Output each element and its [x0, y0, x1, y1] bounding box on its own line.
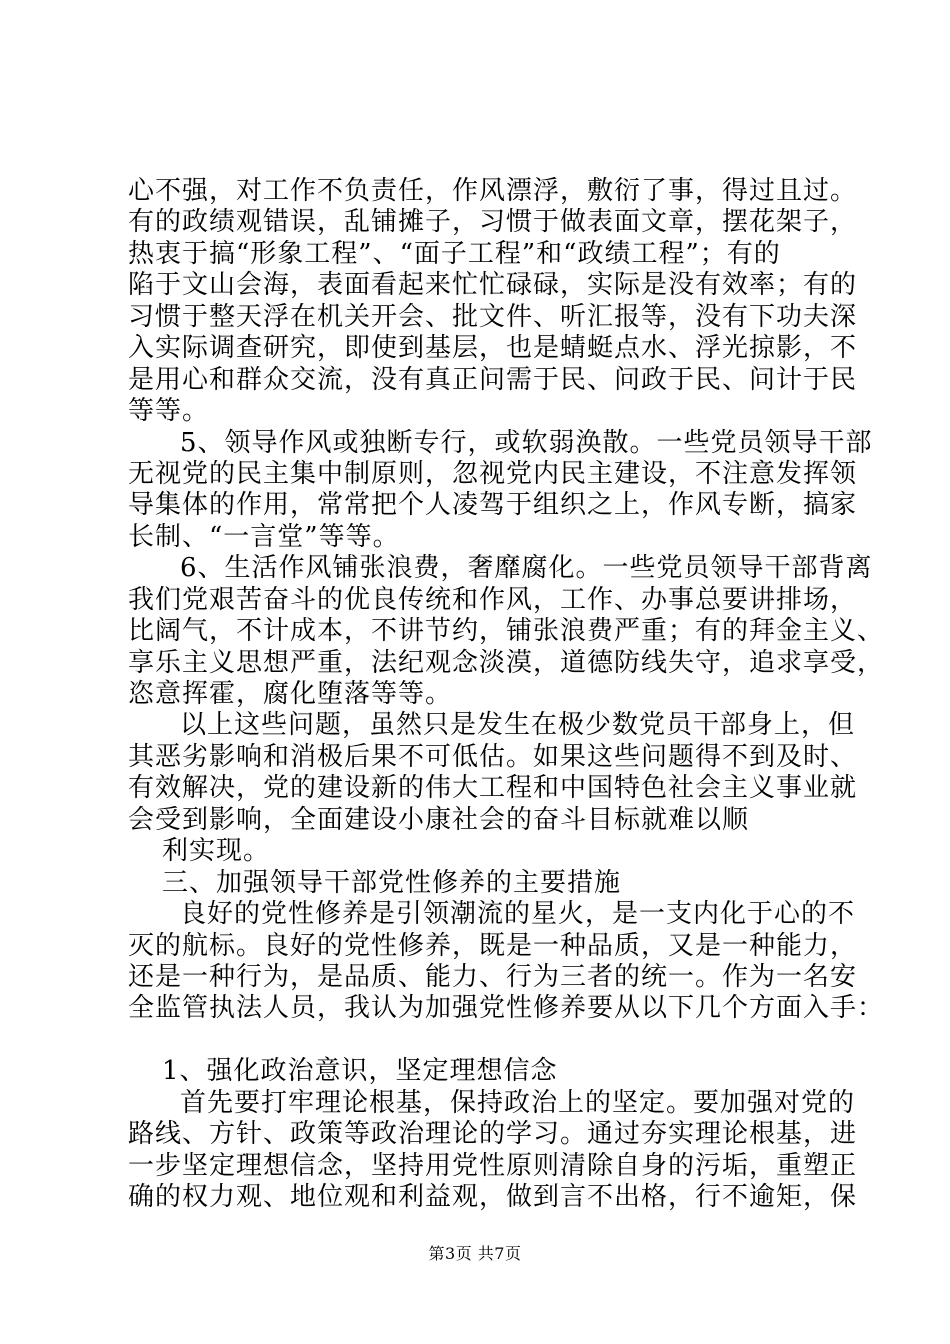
text-line: 路线、方针、政策等政治理论的学习。通过夯实理论根基，进 — [128, 1119, 858, 1149]
text-line: 全监管执法人员，我认为加强党性修养要从以下几个方面入手： — [128, 993, 885, 1023]
text-line: 习惯于整天浮在机关开会、批文件、听汇报等，没有下功夫深 — [128, 302, 858, 332]
text-line: 有效解决，党的建设新的伟大工程和中国特色社会主义事业就 — [128, 773, 858, 803]
text-line: 入实际调查研究，即使到基层，也是蜻蜓点水、浮光掠影，不 — [128, 333, 858, 363]
text-line: 无视党的民主集中制原则，忽视党内民主建设，不注意发挥领 — [128, 459, 858, 489]
text-line: 其恶劣影响和消极后果不可低估。如果这些问题得不到及时、 — [128, 742, 858, 772]
text-line: 热衷于搞“形象工程”、“面子工程”和“政绩工程”；有的 — [128, 239, 781, 269]
text-line: 一步坚定理想信念，坚持用党性原则清除自身的污垢，重塑正 — [128, 1151, 858, 1181]
subsection-heading: 1、强化政治意识，坚定理想信念 — [162, 1056, 558, 1086]
text-line: 我们党艰苦奋斗的优良传统和作风，工作、办事总要讲排场， — [128, 585, 858, 615]
text-line: 灭的航标。良好的党性修养，既是一种品质，又是一种能力， — [128, 931, 858, 961]
text-line: 确的权力观、地位观和利益观，做到言不出格，行不逾矩，保 — [128, 1182, 858, 1212]
text-line: 等等。 — [128, 396, 210, 426]
text-line: 恣意挥霍，腐化堕落等等。 — [128, 679, 453, 709]
text-line: 是用心和群众交流，没有真正问需于民、问政于民、问计于民 — [128, 365, 858, 395]
page-number-footer: 第3页 共7页 — [428, 1244, 522, 1263]
text-line: 长制、“一言堂”等等。 — [128, 522, 400, 552]
paragraph-start-line: 以上这些问题，虽然只是发生在极少数党员干部身上，但 — [180, 710, 856, 740]
text-line: 导集体的作用，常常把个人凌驾于组织之上，作风专断，搞家 — [128, 490, 858, 520]
text-line: 会受到影响，全面建设小康社会的奋斗目标就难以顺 — [128, 805, 750, 835]
paragraph-start-line: 首先要打牢理论根基，保持政治上的坚定。要加强对党的 — [180, 1088, 856, 1118]
text-line: 比阔气，不计成本，不讲节约，铺张浪费严重；有的拜金主义、 — [128, 616, 885, 646]
paragraph-start-line: 5、领导作风或独断专行，或软弱涣散。一些党员领导干部 — [180, 428, 873, 458]
text-line: 陷于文山会海，表面看起来忙忙碌碌，实际是没有效率；有的 — [128, 270, 858, 300]
section-heading: 三、加强领导干部党性修养的主要措施 — [162, 868, 622, 898]
text-line: 享乐主义思想严重，法纪观念淡漠，道德防线失守，追求享受， — [128, 648, 885, 678]
text-line: 还是一种行为，是品质、能力、行为三者的统一。作为一名安 — [128, 962, 858, 992]
text-line: 利实现。 — [162, 836, 271, 866]
text-line: 心不强，对工作不负责任，作风漂浮，敷衍了事，得过且过。 — [128, 176, 858, 206]
text-line: 有的政绩观错误，乱铺摊子，习惯于做表面文章，摆花架子， — [128, 207, 858, 237]
paragraph-start-line: 良好的党性修养是引领潮流的星火，是一支内化于心的不 — [180, 899, 856, 929]
paragraph-start-line: 6、生活作风铺张浪费，奢靡腐化。一些党员领导干部背离 — [180, 553, 873, 583]
